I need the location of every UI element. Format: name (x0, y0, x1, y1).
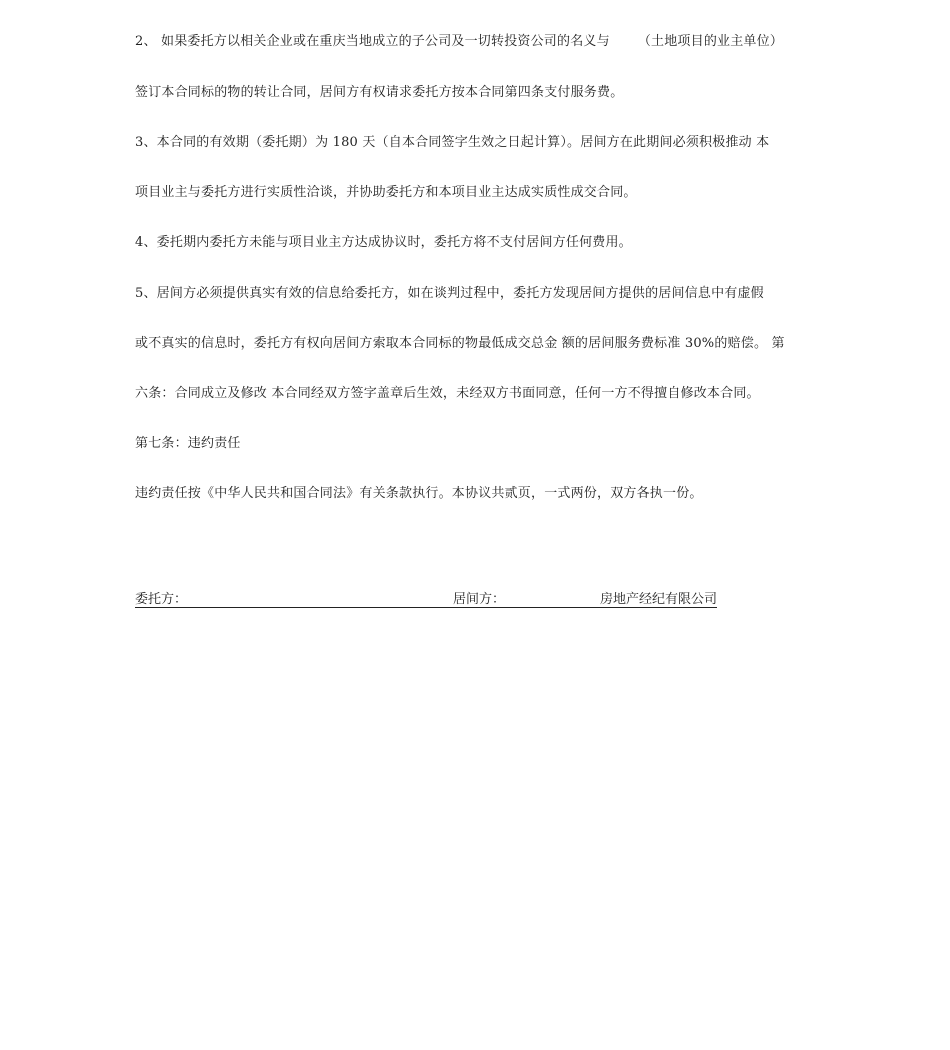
clause-2-text: 2、 如果委托方以相关企业或在重庆当地成立的子公司及一切转投资公司的名义与 (135, 34, 610, 49)
clause-2-line-2: 签订本合同标的物的转让合同，居间方有权请求委托方按本合同第四条支付服务费。 (135, 85, 624, 100)
broker-company: 房地产经纪有限公司 (600, 592, 718, 607)
clause-2-line-1 (135, 34, 783, 50)
broker-signature-block (453, 592, 717, 608)
broker-label: 居间方： (453, 592, 506, 607)
clause-5-line-2: 或不真实的信息时，委托方有权向居间方索取本合同标的物最低成交总金 额的居间服务费标准 30%的赔偿。 第 (135, 336, 785, 351)
project-owner-note: （土地项目的业主单位） (637, 34, 784, 49)
broker-signature-line (505, 592, 600, 608)
article-7-text: 违约责任按《中华人民共和国合同法》有关条款执行。本协议共贰页，一式两份，双方各执一份。 (135, 486, 703, 501)
article-7-heading: 第七条：违约责任 (135, 436, 241, 451)
client-label: 委托方： (135, 592, 188, 607)
clause-4-line: 4、委托期内委托方未能与项目业主方达成协议时，委托方将不支付居间方任何费用。 (135, 235, 632, 250)
clause-5-line-1: 5、居间方必须提供真实有效的信息给委托方，如在谈判过程中，委托方发现居间方提供的居间信息中有虚假 (135, 286, 764, 301)
clause-3-line-2: 项目业主与委托方进行实质性洽谈，并协助委托方和本项目业主达成实质性成交合同。 (135, 185, 637, 200)
clause-3-line-1: 3、本合同的有效期（委托期）为 180 天（自本合同签字生效之日起计算）。居间方在此期间必须积极推动 本 (135, 135, 770, 150)
client-signature-block (135, 592, 455, 608)
article-6-line: 六条：合同成立及修改 本合同经双方签字盖章后生效，未经双方书面同意，任何一方不得擅自修改本合同。 (135, 386, 760, 401)
client-signature-line (187, 592, 455, 608)
